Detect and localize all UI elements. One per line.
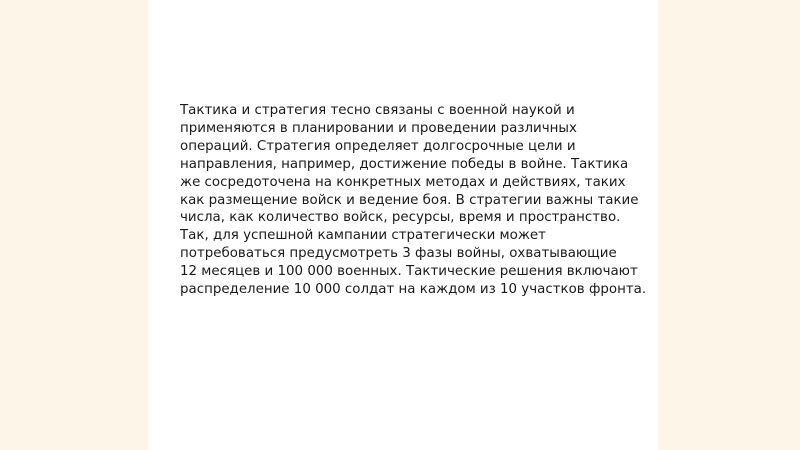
paragraph-line: Тактика и стратегия тесно связаны с военной наукой и [180,103,575,118]
paragraph-line: применяются в планировании и проведении различных [180,120,577,136]
document-page [148,0,658,450]
paragraph-line: операций. Стратегия определяет долгосрочные цели и [180,138,576,154]
paragraph-line: 12 месяцев и 100 000 военных. Тактические решения включают [180,264,638,280]
paragraph-line: потребоваться предусмотреть 3 фазы войны, охватывающие [180,246,617,262]
paragraph-line: направления, например, достижение победы в войне. Тактика [180,156,629,172]
paragraph-line: распределение 10 000 солдат на каждом из 10 участков фронта. [180,282,647,298]
body-paragraph [180,102,647,299]
paragraph-line: как размещение войск и ведение боя. В стратегии важны такие [180,192,639,208]
paragraph-line: Так, для успешной кампании стратегически может [180,228,546,244]
paragraph-line: же сосредоточена на конкретных методах и действиях, таких [180,174,626,190]
paragraph-line: числа, как количество войск, ресурсы, время и пространство. [180,210,621,226]
